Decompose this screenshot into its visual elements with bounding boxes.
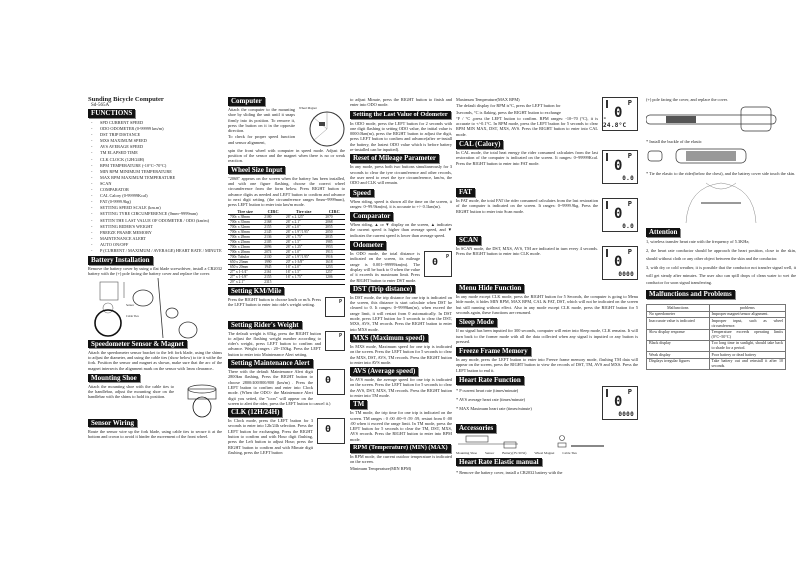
table-cell: 650 x 20mm bbox=[228, 264, 262, 269]
table-row bbox=[228, 279, 345, 284]
table-header: CIRC bbox=[262, 210, 284, 215]
computer-check-text: To check for proper speed function and sensor alignment, bbox=[228, 134, 295, 145]
function-item: - FREEZE FRAME MEMORY bbox=[88, 230, 222, 236]
function-item: - ODO ODOMETER (0-99999 km/m) bbox=[88, 126, 222, 132]
function-item: - SCAN bbox=[88, 181, 222, 187]
function-item: - SETTING SPEED SCALE (km.m) bbox=[88, 205, 222, 211]
mounting-shoe-drawing-icon bbox=[180, 384, 222, 418]
column-1 bbox=[88, 96, 222, 440]
table-cell: 2035 bbox=[323, 234, 345, 239]
table-cell: 2161 bbox=[262, 269, 284, 274]
table-cell: 1985 bbox=[323, 239, 345, 244]
table-cell: Improper input, such as wheel circumference. bbox=[709, 318, 785, 329]
dst-text: In DST mode, the trip distance for one trip is indicated on the screen, this distance is start calculate when DST be cleared to 0. It ranges: 0~9999km(m), when exceed the range limit, it will restart from 0 automatically. In DST mode, press LEFT button for 5 seconds to clear the DST, MXS, AVS, TM records. Press the RIGHT button to enter into MXS mode. bbox=[350, 294, 452, 332]
table-cell: 26" x 2.125" bbox=[284, 214, 323, 219]
sensor-label: Sensor bbox=[485, 451, 495, 456]
clk-text: In Clock mode, press the LEFT button for 3 seconds to enter into 12h/24h selection. Press the LEFT button for exchanging. Press the RIGHT button to confirm and with Hour digit flashing, press the Left button to adjust Hour; press the RIGHT button to confirm and with Minute digit flashing, press the LEFT button bbox=[228, 418, 313, 455]
attention-list bbox=[646, 238, 796, 287]
table-cell: 700c x 28mm bbox=[228, 234, 262, 239]
table-row bbox=[228, 259, 345, 264]
reset-text: In any mode, press both two buttons simultaneously for 3 seconds to clear the tyre circumference and other records, the user need to reset the tyre circumference, km/m, the ODO and CLK will remain. bbox=[350, 164, 452, 186]
accessories-drawing-icon bbox=[456, 434, 606, 450]
table-cell: 16" x 2.0" bbox=[284, 264, 323, 269]
wheel-size-text: "2068" appears on the screen when the battery has been installed, and with one figure flashing, choose the correct wheel circumference from the form below. Press RIGHT button to advance digits as needed and LEFT button to confirm and advance to next digit setting. (the circumference ranges 0mm~9999mm), press LEFT button to enter into km/m mode. bbox=[228, 175, 345, 208]
clk-heading: CLK (12H/24H) bbox=[228, 408, 282, 417]
fat-heading: FAT bbox=[456, 188, 475, 197]
lcd-temperature: P 0 - 24.8°C bbox=[602, 97, 638, 131]
mounting-shoe-label: Mounting Shoe bbox=[456, 451, 478, 456]
table-cell: 2315 bbox=[262, 279, 284, 284]
table-cell: 700c Tubular bbox=[228, 254, 262, 259]
table-cell: 2055 bbox=[323, 224, 345, 229]
table-cell: 2145 bbox=[262, 229, 284, 234]
table-row bbox=[228, 239, 345, 244]
table-row bbox=[228, 229, 345, 234]
freeze-text: In any mode, press the LEFT button to enter into Freeze frame memory mode, flashing TM data will appear on the screen, press the RIGHT button to view the records of DST, TM, AVS and MXS. Press the LEFT button to end it. bbox=[456, 357, 638, 373]
table-cell: 2105 bbox=[262, 239, 284, 244]
table-cell: 20" x 1-3/8" bbox=[284, 259, 323, 264]
function-item: - SETTING RIDER'S WEIGHT bbox=[88, 224, 222, 230]
function-item: - MAINTENANCE ALERT bbox=[88, 236, 222, 242]
battery-text: Remove the battery cover by using a flat blade screwdriver, install a CR2032 battery with the (+) pole facing the battery cover and replace the cover. bbox=[88, 266, 222, 277]
model-number: Sd-565A bbox=[91, 103, 110, 108]
function-item: - RPM TEMPERATURE (-10°C~70°C) bbox=[88, 163, 222, 169]
heart-rate-item: * P current heart rate (times/minute) bbox=[456, 388, 519, 394]
heart-rate-heading: Heart Rate Function bbox=[456, 376, 524, 385]
lcd-maintenance: 0 bbox=[317, 369, 345, 395]
table-cell: 1945 bbox=[262, 264, 284, 269]
fat-text: In FAT mode, the total FAT the rider consumed calculates from the last restoration of the computer is indicated on the screen. It ranges: 0~9999.9kg. Press the RIGHT button to enter into Scan mode. bbox=[456, 198, 598, 214]
table-row bbox=[228, 214, 345, 219]
table-row bbox=[647, 358, 786, 369]
table-row bbox=[228, 269, 345, 274]
speed-heading: Speed bbox=[350, 189, 374, 198]
function-item: - MAX RPM MAXIMUM TEMPERATURE bbox=[88, 175, 222, 181]
table-cell: 26" x 1.5" bbox=[284, 239, 323, 244]
table-cell: 27" x 1-1/4" bbox=[228, 269, 262, 274]
functions-heading: FUNCTIONS bbox=[88, 109, 135, 118]
maintenance-text: There with the default Maintenance Alert digit 2800km flashing, Press the RIGHT button to choose 2800/400/800/800 (km/m) . Press the LEFT button to confirm and enter into Clock mode. (When the ODO> the Maintenance Alert digit you setted, the "icon" will appear on the screen to alert the rider, press the LEFT button to cancel it.) bbox=[228, 369, 331, 406]
menu-hide-text: In any mode except CLK mode, press the RIGHT button for 5 Seconds, the computer is going to Menu hide mode, it hides MIN RPM, MAX RPM, CAL & FAT, DST, which will not be indicated on the screen but still running without effect. Also in any mode except CLK mode, press the RIGHT button for 5 seconds again, these functions are resumed. bbox=[456, 294, 638, 315]
table-cell: 700c x 20mm bbox=[228, 249, 262, 254]
heart-rate-item: * AVS average heart rate (times/minute) bbox=[456, 397, 526, 403]
table-row bbox=[228, 254, 345, 259]
function-item: - CLK CLOCK (12H/24H) bbox=[88, 157, 222, 163]
table-cell: 27" x 1-1/8" bbox=[228, 274, 262, 279]
max-temperature-text: Maximum Temperature(MAX RPM) bbox=[456, 97, 520, 102]
rpm-text: In RPM mode, the current outdoor temperature is indicated on the screen. bbox=[350, 454, 452, 465]
table-cell: 2068 bbox=[323, 219, 345, 224]
rpm-default-text: The default display for RPM is°C, press the LEFT button for bbox=[456, 103, 561, 109]
lcd-km-mile: P bbox=[325, 297, 345, 317]
document-title: Sunding Bicycle Computer bbox=[88, 96, 164, 103]
table-cell: 16" x 1.75" bbox=[284, 274, 323, 279]
function-item: - CAL Calory (0-99999Kcal) bbox=[88, 193, 222, 199]
table-row bbox=[647, 352, 786, 359]
table-cell: 1916 bbox=[323, 254, 345, 259]
table-cell: Improper magnet/sensor alignment. bbox=[709, 311, 785, 318]
speedometer-sensor-heading: Speedometer Sensor & Magnet bbox=[88, 340, 187, 349]
table-cell: 2130 bbox=[262, 254, 284, 259]
malfunctions-heading: Malfunctions and Problems bbox=[646, 290, 735, 299]
table-cell: 24" x 1.9"/1.95" bbox=[284, 254, 323, 259]
wheel-magnet-label: Wheel Magnet bbox=[534, 451, 555, 456]
tm-heading: TM bbox=[350, 400, 367, 409]
cal-text: In CAL mode, the total heat energy the rider consumed calculates from the last restoration of the computer is indicated on the screen. It ranges: 0~99999Kcal. Press the RIGHT button to enter into FAT mode. bbox=[456, 150, 598, 166]
function-item: - COMPARATOR bbox=[88, 187, 222, 193]
mounting-shoe-text: Attach the mounting shoe with the cable ties to the handlebar, adjust the mounting shoe on the handlebar with the shims to hold its position. bbox=[88, 383, 174, 400]
table-cell: 29" x 2.1" bbox=[228, 279, 262, 284]
table-row bbox=[647, 340, 786, 351]
attention-item: 3, with dry or cold weather, it is possible that the conductor not transfer signal well, it will get steady after minutes. The user also can spill drops of clean water to wet the conductor for soon signal transferring. bbox=[646, 264, 796, 286]
wheel-magnet-label: Wheel Magnet bbox=[299, 107, 317, 110]
table-header: Tire size bbox=[228, 210, 262, 215]
attention-item: 1, wireless transfer heart rate with the frequency of 5.3KHz; bbox=[646, 239, 750, 245]
table-cell: 700c x 32mm bbox=[228, 224, 262, 229]
table-cell: 2136 bbox=[262, 234, 284, 239]
km-mile-heading: Setting KM/Mile bbox=[228, 287, 284, 296]
heart-rate-item: * MAX Maximum heart rate (times/minute) bbox=[456, 406, 532, 412]
column-5 bbox=[646, 97, 796, 370]
table-cell: 700c x 38mm bbox=[228, 214, 262, 219]
table-cell: 2180 bbox=[262, 214, 284, 219]
lcd-weight: P bbox=[325, 331, 345, 351]
table-cell: 26" x 1.0" bbox=[284, 249, 323, 254]
comparator-text: When riding, ▲ or ▼ display on the screen, ▲ indicates the current speed is higher than average speed, and ▼ indicates the current speed is lower than average speed. bbox=[350, 222, 452, 238]
table-cell: 2070 bbox=[323, 214, 345, 219]
table-cell: Weak display bbox=[647, 352, 710, 359]
table-cell: 1990 bbox=[262, 259, 284, 264]
scan-text: In SCAN mode, the DST, MXS, AVS, TM are indicated in turn every 4 seconds. Press the RIGHT button to enter into CLK mode. bbox=[456, 246, 598, 257]
last-odometer-heading: Setting the Last Value of Odometer bbox=[350, 111, 451, 120]
sleep-heading: Sleep Mode bbox=[456, 318, 497, 327]
sensor-wiring-heading: Sensor Wiring bbox=[88, 419, 137, 428]
table-cell: 700c x 30mm bbox=[228, 229, 262, 234]
function-item: - SETTING TYRE CIRCUMFERENCE (0mm~9999mm) bbox=[88, 211, 222, 217]
table-cell: Black display bbox=[647, 340, 710, 351]
mxs-heading: MXS (Maximum speed) bbox=[350, 334, 428, 343]
mounting-shoe-heading: Mounting Shoe bbox=[88, 374, 140, 383]
table-cell: 1253 bbox=[323, 264, 345, 269]
table-row bbox=[228, 274, 345, 279]
min-temperature-text: Minimum Temperature(MIN RPM) bbox=[350, 465, 412, 471]
table-cell: 16" x 1.5" bbox=[284, 269, 323, 274]
function-item: - FAT (0-9999.9kg) bbox=[88, 199, 222, 205]
table-cell: 650 x 23mm bbox=[228, 259, 262, 264]
scan-heading: SCAN bbox=[456, 236, 481, 245]
elastic-buckle-text: * Install the buckle of the elastic bbox=[646, 138, 702, 144]
comparator-heading: Comparator bbox=[350, 212, 393, 221]
table-cell bbox=[323, 279, 345, 284]
dst-heading: DST (Trip distance) bbox=[350, 285, 415, 294]
table-cell: Inaccurate value is indicated bbox=[647, 318, 710, 329]
menu-hide-heading: Menu Hide Function bbox=[456, 284, 524, 293]
buckle-drawing-icon bbox=[646, 145, 796, 169]
elastic-strap-drawing-icon bbox=[646, 103, 796, 137]
attention-item: 2, the heart rate conductor should be approach the heart position, close to the skin, should without cloth or any other object between the skin and the conductor. bbox=[646, 248, 796, 262]
freeze-heading: Freeze Frame Memory bbox=[456, 347, 531, 356]
elastic-manual-heading: Heart Rate Elastic manual bbox=[456, 458, 542, 467]
cal-heading: CAL (Calory) bbox=[456, 140, 503, 149]
table-header: Malfunctions bbox=[647, 305, 710, 312]
table-cell: 2050 bbox=[323, 229, 345, 234]
table-cell: 1618 bbox=[323, 259, 345, 264]
km-mile-text: Press the RIGHT button to choose km/h or m/h. Press the LEFT button to enter into ride's weight setting. bbox=[228, 296, 321, 307]
tm-text: In TM mode, the trip time for one trip is indicated on the screen. TM ranges : 0 :00 :00~9 :59 :59, restart from 0 :00 :00 when it exceed the range limit. In TM mode, press the LEFT button for 5 seconds to clear the TM, DST, MXS, AVS records. Press the RIGHT button to enter into RPM mode. bbox=[350, 410, 452, 442]
wheel-drawing-icon bbox=[299, 111, 345, 147]
table-cell: 2096 bbox=[262, 244, 284, 249]
table-row bbox=[228, 264, 345, 269]
lcd-fat: P 0 0.0 bbox=[602, 198, 638, 232]
table-cell: 26" x 1.9"/1.95" bbox=[284, 229, 323, 234]
mxs-text: In MXS mode, Maximum speed for one trip is indicated on the screen. Press the LEFT button for 5 seconds to clear the MXS, DST, AVS, TM records. Press the RIGHT button to enter into AVS mode. bbox=[350, 343, 452, 365]
table-row bbox=[228, 249, 345, 254]
table-cell: 1257 bbox=[323, 269, 345, 274]
function-item: - AVS AVERAGE SPEED bbox=[88, 144, 222, 150]
computer-heading: Computer bbox=[228, 97, 265, 106]
sensor-label: Sensor bbox=[126, 302, 135, 307]
function-item: - MXS MAXIMUM SPEED bbox=[88, 138, 222, 144]
rpm-heading: RPM (Temperature) (MIN) (MAX) bbox=[350, 444, 451, 453]
lcd-odometer: P 0 bbox=[424, 251, 452, 277]
accessories-illustration bbox=[456, 434, 638, 456]
function-item: - MIN RPM MINIMUM TEMPERATURE bbox=[88, 169, 222, 175]
table-cell: No speedometer bbox=[647, 311, 710, 318]
table-header: CIRC bbox=[323, 210, 345, 215]
clk-continued-text: to adjust Minute, press the RIGHT button to finish and enter into ODO mode. bbox=[350, 97, 452, 108]
odometer-text: In ODO mode, the total distance is indicated on the screen, its mileage range is 0.001~99999km(m). The display will be back to 0 when the value of it exceeds its maximum limit. Press the RIGHT button to enter DST mode. bbox=[350, 251, 420, 283]
table-cell: 2168 bbox=[262, 219, 284, 224]
function-item: - SETTIN THE LAST VALUE OF ODOMETER / ODO (km/m) bbox=[88, 218, 222, 224]
function-item: - P (CURRENT / MAXIMUM / AVERAGE) HEART RATE / MINUTE bbox=[88, 248, 222, 254]
avs-text: In AVS mode, the average speed for one trip is indicated on the screen. Press the LEFT button for 5 seconds to clear the AVS, DST, MXS, TM records. Press the RIGHT button to enter into TM mode. bbox=[350, 377, 452, 398]
table-cell: Temperature exceeds operating limits (0°C~50°C) bbox=[709, 329, 785, 340]
rpm-ranges-text: °F / °C ,press the LEFT button to confirm. RPM ranges: -10~70 (°C), it is accurate to +/-0.1°C. In RPM mode, press the LEFT button for 5 seconds to clear RPM MIN MAX, DST, MXS, AVS. Press the RIGHT button to enter into CAL mode. bbox=[456, 115, 598, 137]
table-cell: 700c x 25mm bbox=[228, 239, 262, 244]
table-cell: 700c x 35mm bbox=[228, 219, 262, 224]
sensor-mount-drawing-icon bbox=[88, 278, 222, 340]
sleep-text: If no signal has been inputted for 300 seconds, computer will enter into Sleep mode, CLK remains. It will turn back to the former mode with all the data collected when any signal is inputted or any button is pressed. bbox=[456, 328, 638, 344]
table-cell: 1953 bbox=[323, 244, 345, 249]
functions-list bbox=[88, 120, 222, 254]
table-row bbox=[647, 329, 786, 340]
function-item: - SPD CURRENT SPEED bbox=[88, 120, 222, 126]
table-row bbox=[228, 234, 345, 239]
elastic-pole-text: (+) pole facing the cover, and replace the cover. bbox=[646, 97, 728, 102]
table-cell: 1913 bbox=[323, 249, 345, 254]
odometer-heading: Odometer bbox=[350, 241, 386, 250]
table-cell: 700c x 23mm bbox=[228, 244, 262, 249]
table-cell: Take battery out and reinstall it after 10 seconds. bbox=[709, 358, 785, 369]
table-cell: 1206 bbox=[323, 274, 345, 279]
tire-size-table bbox=[228, 210, 345, 285]
last-odometer-text: In ODO mode, press the LEFT button for 2 seconds with one digit flashing to setting ODO value, the initial value is 0000.0km(m), press the RIGHT button to adjust the digit, press LEFT button to confirm and advance(after re-install the battery, the lastest ODO value which is before battery re-installed can be inputted). bbox=[350, 120, 452, 153]
cable-ties-label: Cable Ties bbox=[562, 451, 577, 456]
avs-heading: AVS (Average speed) bbox=[350, 367, 418, 376]
lcd-heart-rate: P 0 0000 bbox=[602, 386, 638, 420]
table-header: Tire size bbox=[284, 210, 323, 215]
accessories-heading: Accessories bbox=[456, 424, 496, 433]
function-item: - AUTO ON/OFF bbox=[88, 242, 222, 248]
table-header: problems bbox=[709, 305, 785, 312]
lcd-calory: P 0 0.0 bbox=[602, 150, 638, 184]
table-row bbox=[228, 219, 345, 224]
table-cell: Displays irregular figures bbox=[647, 358, 710, 369]
computer-spin-text: spin the front wheel with computer in speed mode. Adjust the position of the sensor and the magnet when there is no or weak reaction. bbox=[228, 147, 345, 164]
rider-weight-heading: Setting Rider's Weight bbox=[228, 321, 302, 330]
table-cell: 2074 bbox=[262, 249, 284, 254]
wheel-illustration bbox=[299, 107, 345, 148]
battery-label: Battery(3V/2032) bbox=[502, 451, 527, 456]
function-item: - TM ELAPSED TIME bbox=[88, 150, 222, 156]
column-2 bbox=[228, 97, 345, 456]
sensor-wiring-text: Route the sensor wire up the fork blade, using cable ties to secure it at the bottom and crown to avoid it hinder the movement of the front wheel. bbox=[88, 428, 222, 440]
table-cell: 26" x 2.0" bbox=[284, 224, 323, 229]
malfunctions-table bbox=[646, 304, 786, 370]
rider-weight-text: The default weight is 65kg, press the RIGHT button to adjust the flashing weight number according to rider's weight, press LEFT button to confirm and advance. Weight ranges : 20~150kg. Press the LEFT button to enter into Maintenance Alert setting. bbox=[228, 330, 321, 357]
speedometer-sensor-text: Attach the speedometer sensor bracket to the left fork blade, using the shims to adjust the diameter, and using the cable ties (show below) to tie it withe the fork. Position the sensor and magnet as shown, make sure that the arc of the magnet intersects the alignment mark on the sensor with 1mm clearance.. bbox=[88, 349, 222, 371]
lcd-scan: P 0 0000 bbox=[602, 246, 638, 280]
table-cell: Slow display response bbox=[647, 329, 710, 340]
table-row bbox=[647, 318, 786, 329]
wheel-size-heading: Wheel Size Input bbox=[228, 166, 285, 175]
rpm-exchange-text: 3seconds, °C is flaking, press the RIGHT button to exchange bbox=[456, 109, 561, 115]
table-cell: Poor battery or dead battery bbox=[709, 352, 785, 359]
table-row bbox=[647, 311, 786, 318]
computer-text: Attach the computer to the mounting shoe by sliding the unit until it snaps firmly into its position. To remove it, press the button on it in the opposite direction. bbox=[228, 107, 295, 134]
table-cell: 26" x 1.25" bbox=[284, 244, 323, 249]
cable-ties-label: Cable Ties bbox=[126, 313, 139, 318]
table-cell: 2155 bbox=[262, 224, 284, 229]
elastic-tie-text: * Tie the elastic to the rider(below the chest), and the battery cover side touch the skin. bbox=[646, 171, 796, 177]
table-row bbox=[228, 224, 345, 229]
table-row bbox=[228, 244, 345, 249]
lcd-clock: 0 bbox=[317, 418, 345, 444]
column-4 bbox=[456, 97, 638, 476]
battery-illustration bbox=[88, 278, 222, 340]
speed-text: When riding, speed is shown all the time on the screen, it ranges: 0~99.9km(m), it is accurate to +/- 0.1km(m). bbox=[350, 198, 452, 209]
table-cell: 2155 bbox=[262, 274, 284, 279]
table-cell: 26" x 2.1" bbox=[284, 219, 323, 224]
table-cell: Too long time in sunlight, should take back to shade for a period. bbox=[709, 340, 785, 351]
body-drawing-icon bbox=[646, 179, 796, 223]
reset-heading: Reset of Mileage Parameter bbox=[350, 154, 439, 163]
attention-heading: Attention bbox=[646, 228, 680, 237]
column-3 bbox=[350, 97, 452, 472]
table-cell: 26" x 1.75" bbox=[284, 234, 323, 239]
battery-heading: Battery Installation bbox=[88, 256, 153, 265]
table-cell bbox=[284, 279, 323, 284]
maintenance-heading: Setting Maintenance Alert bbox=[228, 359, 313, 368]
elastic-battery-text: * Remove the battery cover, install a CR2032 battery with the bbox=[456, 469, 563, 475]
function-item: - DST TRIP DISTANCE bbox=[88, 132, 222, 138]
